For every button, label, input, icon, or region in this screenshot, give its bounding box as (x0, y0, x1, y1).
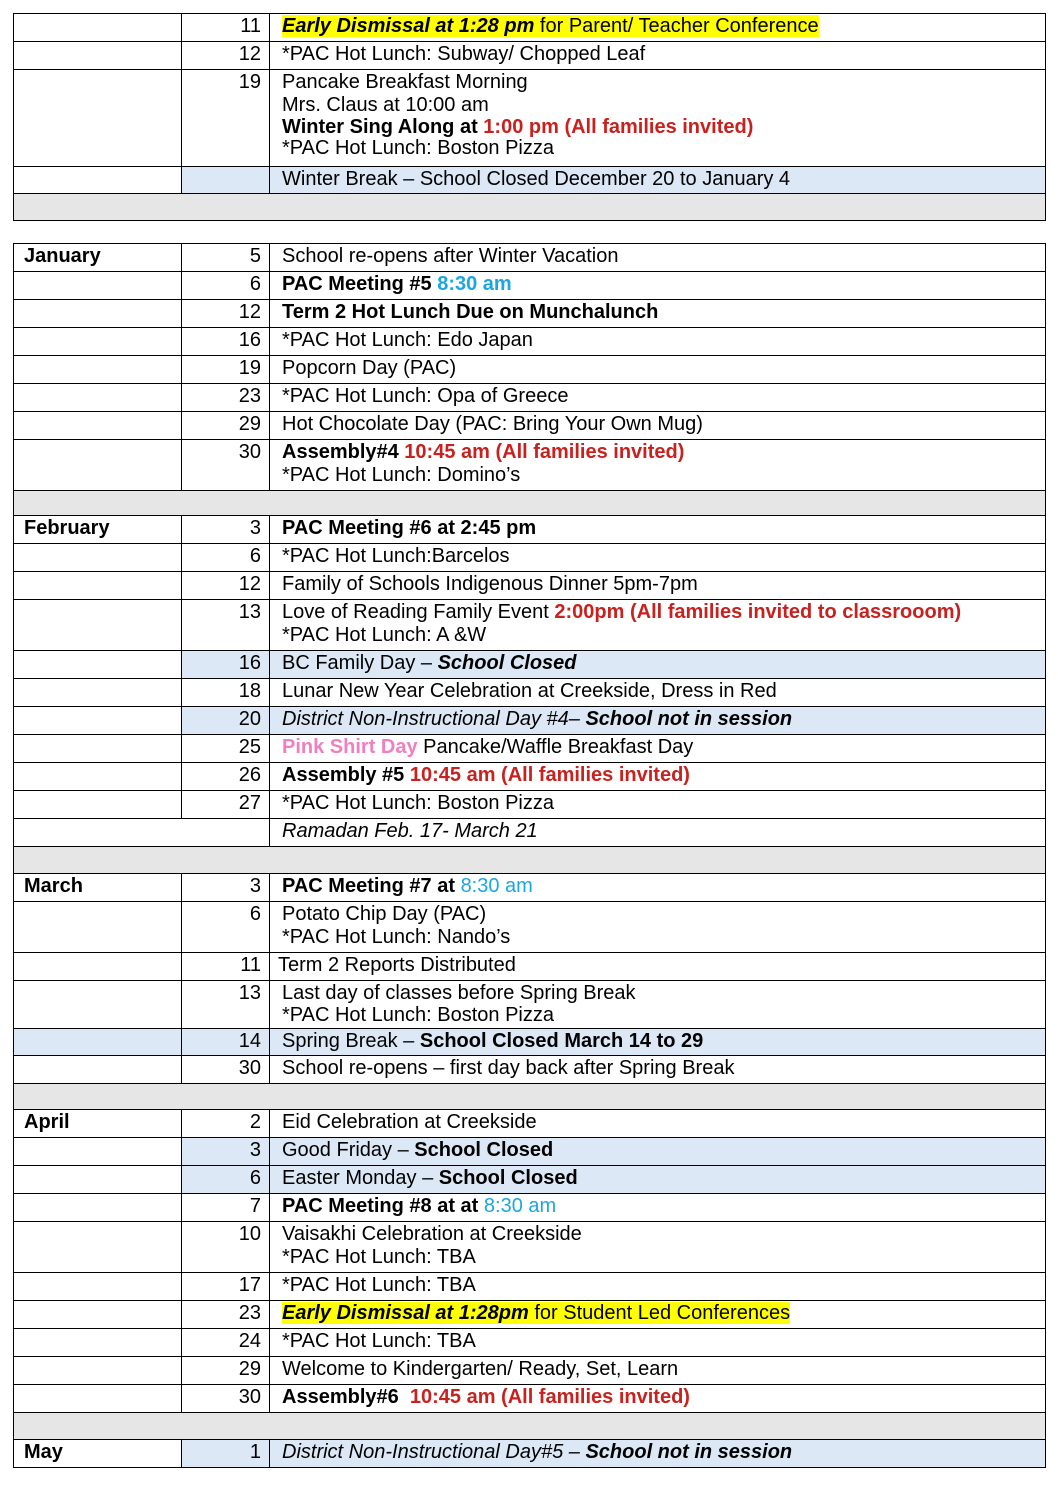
day-cell: 16 (182, 328, 270, 356)
event-time: 1:00 pm (All families invited) (483, 116, 754, 138)
day-cell: 3 (182, 874, 270, 902)
event-cell (270, 735, 1046, 763)
table-row (14, 735, 1046, 763)
table-row (14, 679, 1046, 707)
event-cell: *PAC Hot Lunch: Boston Pizza (270, 791, 1046, 819)
table-row (14, 1166, 1046, 1194)
event-text: School Closed March 14 to 29 (419, 1030, 704, 1052)
event-text: Spring Break – (282, 1030, 420, 1052)
month-cell: March (14, 874, 182, 902)
table-row (14, 1385, 1046, 1413)
spacer-row (14, 1084, 1046, 1110)
event-text: Potato Chip Day (PAC) (282, 903, 487, 925)
event-time: 8:30 am (437, 273, 512, 295)
table-row (14, 412, 1046, 440)
event-text: School Closed (438, 1167, 578, 1189)
day-cell: 6 (182, 544, 270, 572)
event-cell (270, 1385, 1046, 1413)
calendar-table-december (13, 13, 1046, 221)
table-row (14, 167, 1046, 194)
day-cell: 11 (182, 953, 270, 981)
event-cell: Term 2 Hot Lunch Due on Munchalunch (270, 300, 1046, 328)
table-row (14, 953, 1046, 981)
spacer-row (14, 194, 1046, 221)
event-cell (270, 1138, 1046, 1166)
day-cell: 10 (182, 1222, 270, 1273)
event-text: Pancake/Waffle Breakfast Day (417, 736, 694, 758)
table-row (14, 1194, 1046, 1222)
day-cell: 26 (182, 763, 270, 791)
event-text: *PAC Hot Lunch: A &W (282, 624, 487, 646)
table-row (14, 70, 1046, 167)
table-row (14, 14, 1046, 42)
day-cell: 23 (182, 1301, 270, 1329)
day-cell: 13 (182, 981, 270, 1029)
table-row (14, 819, 1046, 847)
event-cell (270, 1166, 1046, 1194)
event-cell: *PAC Hot Lunch: Edo Japan (270, 328, 1046, 356)
table-row (14, 1056, 1046, 1084)
event-cell (270, 1440, 1046, 1468)
event-cell (270, 651, 1046, 679)
event-text: Easter Monday – (282, 1167, 439, 1189)
day-cell: 13 (182, 600, 270, 651)
event-text: Early Dismissal at 1:28pm (282, 1302, 529, 1324)
table-row (14, 1440, 1046, 1468)
event-cell (270, 902, 1046, 953)
day-cell: 1 (182, 1440, 270, 1468)
event-cell: *PAC Hot Lunch: Subway/ Chopped Leaf (270, 42, 1046, 70)
spacer-row (14, 847, 1046, 874)
event-text: PAC Meeting #5 (282, 273, 438, 295)
event-cell (270, 1222, 1046, 1273)
spacer-row (14, 491, 1046, 516)
event-cell (270, 14, 1046, 42)
day-cell: 7 (182, 1194, 270, 1222)
event-cell: PAC Meeting #6 at 2:45 pm (270, 516, 1046, 544)
day-cell: 24 (182, 1329, 270, 1357)
table-row (14, 356, 1046, 384)
event-text: District Non-Instructional Day #4– (282, 708, 586, 730)
table-row (14, 600, 1046, 651)
event-cell (270, 70, 1046, 167)
day-cell: 17 (182, 1273, 270, 1301)
day-cell: 30 (182, 440, 270, 491)
event-time: 10:45 am (All families invited) (409, 1386, 690, 1408)
event-cell (270, 600, 1046, 651)
table-row (14, 1329, 1046, 1357)
event-cell: Lunar New Year Celebration at Creekside, Dress in Red (270, 679, 1046, 707)
event-text: for Parent/ Teacher Conference (534, 15, 819, 37)
event-text: *PAC Hot Lunch: TBA (282, 1246, 476, 1268)
day-cell: 30 (182, 1056, 270, 1084)
table-row (14, 300, 1046, 328)
table-row (14, 1222, 1046, 1273)
table-row (14, 1029, 1046, 1056)
event-text: Pink Shirt Day (282, 736, 418, 758)
table-row (14, 1110, 1046, 1138)
event-cell (270, 1301, 1046, 1329)
table-row (14, 651, 1046, 679)
event-cell: Popcorn Day (PAC) (270, 356, 1046, 384)
event-cell: School re-opens – first day back after Spring Break (270, 1056, 1046, 1084)
event-time: 8:30 am (460, 875, 533, 897)
event-cell (270, 1194, 1046, 1222)
table-row (14, 981, 1046, 1029)
table-row (14, 1273, 1046, 1301)
event-text: *PAC Hot Lunch: Boston Pizza (282, 137, 554, 159)
table-row (14, 272, 1046, 300)
day-cell: 16 (182, 651, 270, 679)
spacer-row (14, 1413, 1046, 1440)
event-text: Assembly#4 (282, 441, 405, 463)
table-row (14, 544, 1046, 572)
day-cell: 12 (182, 42, 270, 70)
event-time: 10:45 am (All families invited) (409, 764, 690, 786)
table-row (14, 707, 1046, 735)
event-cell (270, 763, 1046, 791)
table-row (14, 42, 1046, 70)
table-row (14, 1301, 1046, 1329)
table-row (14, 328, 1046, 356)
event-text: Vaisakhi Celebration at Creekside (282, 1223, 582, 1245)
table-row (14, 763, 1046, 791)
event-text: District Non-Instructional Day#5 – (282, 1441, 586, 1463)
event-text: Love of Reading Family Event (282, 601, 555, 623)
day-cell: 27 (182, 791, 270, 819)
day-cell: 18 (182, 679, 270, 707)
day-cell: 6 (182, 1166, 270, 1194)
event-cell: Term 2 Reports Distributed (270, 953, 1046, 981)
event-text: School Closed (437, 652, 577, 674)
day-cell: 30 (182, 1385, 270, 1413)
event-text: Pancake Breakfast Morning (282, 71, 528, 93)
day-cell: 5 (182, 244, 270, 272)
event-cell: Welcome to Kindergarten/ Ready, Set, Learn (270, 1357, 1046, 1385)
event-text: for Student Led Conferences (528, 1302, 791, 1324)
table-row (14, 572, 1046, 600)
day-cell: 29 (182, 1357, 270, 1385)
event-cell: Eid Celebration at Creekside (270, 1110, 1046, 1138)
day-cell: 6 (182, 902, 270, 953)
month-cell: April (14, 1110, 182, 1138)
event-text: School not in session (585, 708, 793, 730)
event-text: PAC Meeting #7 at (282, 875, 461, 897)
table-row (14, 244, 1046, 272)
month-cell: February (14, 516, 182, 544)
event-time: 10:45 am (All families invited) (404, 441, 685, 463)
day-cell: 14 (182, 1029, 270, 1056)
event-text: BC Family Day – (282, 652, 438, 674)
event-cell: *PAC Hot Lunch:Barcelos (270, 544, 1046, 572)
day-cell: 2 (182, 1110, 270, 1138)
event-cell (270, 272, 1046, 300)
event-cell: Winter Break – School Closed December 20 to January 4 (270, 167, 1046, 194)
event-cell: School re-opens after Winter Vacation (270, 244, 1046, 272)
event-text: School not in session (585, 1441, 793, 1463)
event-cell: Family of Schools Indigenous Dinner 5pm-7pm (270, 572, 1046, 600)
event-time: 8:30 am (483, 1195, 557, 1217)
month-cell (14, 14, 182, 42)
day-cell: 11 (182, 14, 270, 42)
event-cell: Ramadan Feb. 17- March 21 (270, 819, 1046, 847)
event-text: PAC Meeting #8 at at (282, 1195, 484, 1217)
event-cell (270, 874, 1046, 902)
event-text: *PAC Hot Lunch: Nando’s (282, 926, 511, 948)
event-cell: *PAC Hot Lunch: Opa of Greece (270, 384, 1046, 412)
day-cell: 29 (182, 412, 270, 440)
event-text: School Closed (414, 1139, 554, 1161)
table-row (14, 384, 1046, 412)
event-text: Early Dismissal at 1:28 pm (282, 15, 535, 37)
month-cell: January (14, 244, 182, 272)
event-cell: *PAC Hot Lunch: TBA (270, 1273, 1046, 1301)
day-cell: 19 (182, 356, 270, 384)
table-row (14, 874, 1046, 902)
day-cell: 20 (182, 707, 270, 735)
event-cell (270, 707, 1046, 735)
event-text: Winter Sing Along at (282, 116, 484, 138)
table-row (14, 791, 1046, 819)
day-cell: 25 (182, 735, 270, 763)
event-cell: *PAC Hot Lunch: TBA (270, 1329, 1046, 1357)
day-cell: 23 (182, 384, 270, 412)
day-cell: 19 (182, 70, 270, 167)
event-text: Assembly#6 (282, 1386, 410, 1408)
table-row (14, 440, 1046, 491)
event-text: *PAC Hot Lunch: Boston Pizza (282, 1004, 554, 1026)
event-time: 2:00pm (All families invited to classrooom) (554, 601, 962, 623)
event-cell (270, 981, 1046, 1029)
event-cell (270, 440, 1046, 491)
day-cell: 12 (182, 300, 270, 328)
day-cell: 3 (182, 1138, 270, 1166)
month-cell: May (14, 1440, 182, 1468)
table-row (14, 1138, 1046, 1166)
event-text: Good Friday – (282, 1139, 415, 1161)
table-row (14, 516, 1046, 544)
calendar-table-main (13, 243, 1046, 1468)
table-row (14, 902, 1046, 953)
event-text: *PAC Hot Lunch: Domino’s (282, 464, 521, 486)
event-text: Last day of classes before Spring Break (282, 982, 636, 1004)
event-cell (270, 1029, 1046, 1056)
day-cell: 6 (182, 272, 270, 300)
event-text: Assembly #5 (282, 764, 410, 786)
event-cell: Hot Chocolate Day (PAC: Bring Your Own Mug) (270, 412, 1046, 440)
day-cell: 12 (182, 572, 270, 600)
day-cell: 3 (182, 516, 270, 544)
event-text: Mrs. Claus at 10:00 am (282, 94, 489, 116)
table-row (14, 1357, 1046, 1385)
